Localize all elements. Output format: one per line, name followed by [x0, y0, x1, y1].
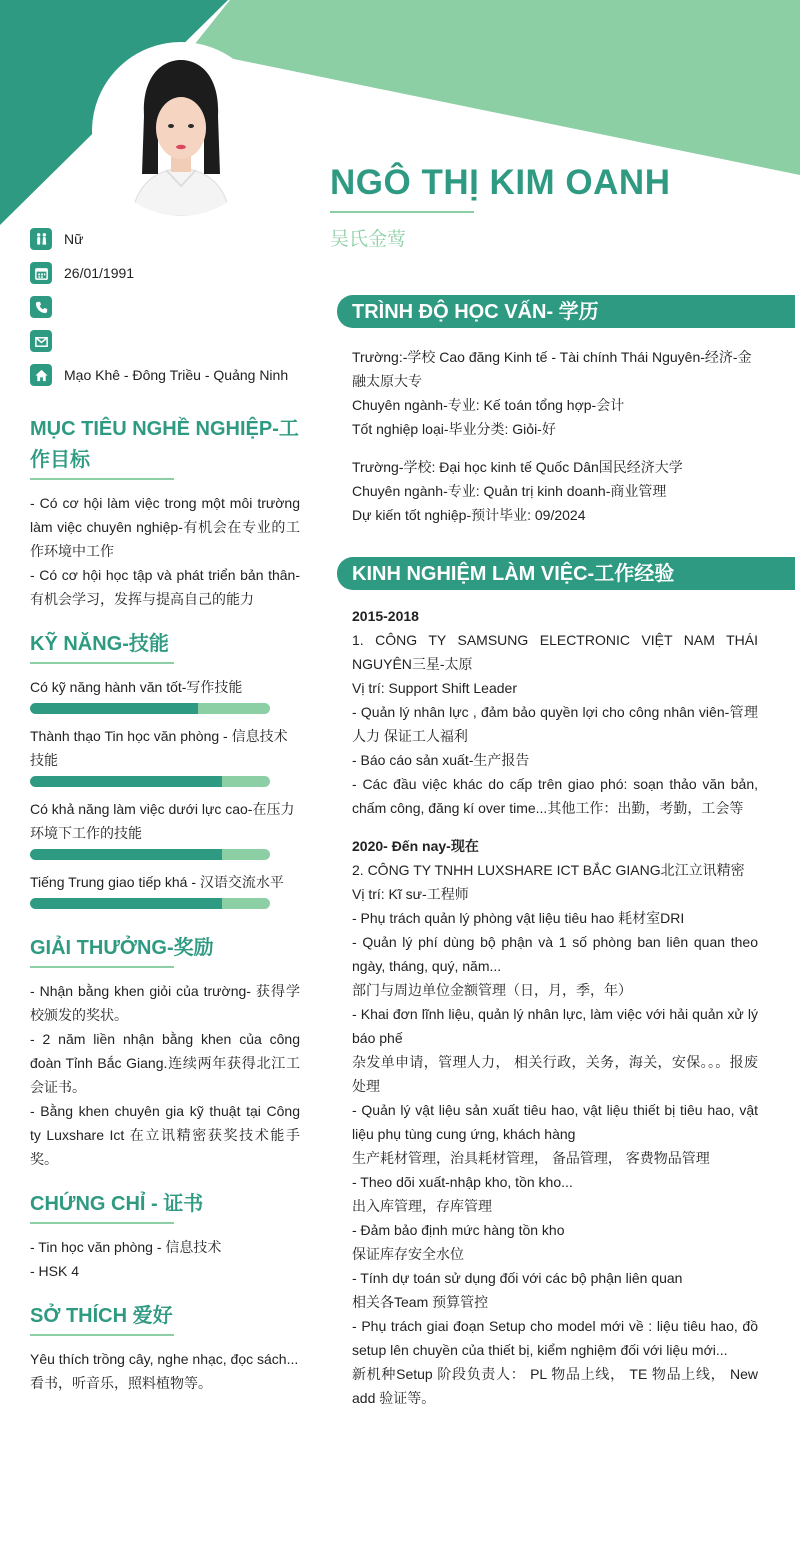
- job-line: 生产耗材管理，治具耗材管理， 备品管理， 客费物品管理: [352, 1150, 710, 1166]
- section-title-skills: KỸ NĂNG-技能: [30, 633, 169, 655]
- job-entry: [352, 604, 758, 820]
- skill-level-fill: [30, 898, 222, 909]
- job-line: 杂发单申请，管理人力， 相关行政，关务，海关，安保。。。报废处理: [352, 1054, 758, 1094]
- skill-level-bar: [30, 849, 270, 860]
- skill-label: Tiếng Trung giao tiếp khá - 汉语交流水平: [30, 874, 284, 890]
- job-line: 相关各Team 预算管控: [352, 1294, 489, 1310]
- section-title-experience: KINH NGHIỆM LÀM VIỆC-工作经验: [337, 557, 795, 590]
- certificates-section: [30, 1189, 300, 1283]
- job-line: 出入库管理，存库管理: [352, 1198, 492, 1214]
- skill-level-bar: [30, 898, 270, 909]
- home-icon: [30, 364, 52, 386]
- gender-icon: [30, 228, 52, 250]
- skill-level-fill: [30, 849, 222, 860]
- profile-photo: [92, 42, 270, 220]
- job-line: - Quản lý phí dùng bộ phận và 1 số phòng ban liên quan theo ngày, tháng, quý, năm...: [352, 934, 758, 974]
- skill-item: [30, 797, 300, 860]
- skill-level-fill: [30, 703, 198, 714]
- job-line: - Theo dõi xuất-nhập kho, tồn kho...: [352, 1174, 573, 1190]
- awards-section: [30, 933, 300, 1171]
- skill-label: Có kỹ năng hành văn tốt-写作技能: [30, 679, 243, 695]
- job-period: 2020- Đến nay-现在: [352, 838, 479, 854]
- skills-underline: [30, 662, 174, 664]
- contact-birthdate: [30, 256, 300, 290]
- skill-level-bar: [30, 776, 270, 787]
- birthdate-text: 26/01/1991: [64, 265, 135, 281]
- job-line: - Tính dự toán sử dụng đối với các bộ phận liên quan: [352, 1270, 683, 1286]
- job-entry: [352, 834, 758, 1410]
- skill-label: Thành thạo Tin học văn phòng - 信息技术技能: [30, 728, 288, 768]
- contact-phone: [30, 290, 300, 324]
- section-title-certificates: CHỨNG CHỈ - 证书: [30, 1193, 204, 1215]
- job-line: Vị trí: Kĩ sư-工程师: [352, 886, 469, 902]
- phone-icon: [30, 296, 52, 318]
- education-entry: [352, 455, 758, 527]
- skill-item: [30, 724, 300, 787]
- calendar-icon: [30, 262, 52, 284]
- job-line: 2. CÔNG TY TNHH LUXSHARE ICT BẮC GIANG北江立讯精密: [352, 862, 745, 878]
- award-line: - 2 năm liền nhận bằng khen của công đoàn Tỉnh Bắc Giang.连续两年获得北江工会证书。: [30, 1031, 300, 1095]
- education-section: [337, 295, 795, 527]
- contact-email: [30, 324, 300, 358]
- hobby-line: Yêu thích trồng cây, nghe nhạc, đọc sách...: [30, 1351, 299, 1367]
- skill-label: Có khả năng làm việc dưới lực cao-在压力环境下工作的技能: [30, 801, 295, 841]
- education-line: Chuyên ngành-专业: Kế toán tổng hợp-会计: [352, 397, 625, 413]
- section-title-awards: GIẢI THƯỞNG-奖励: [30, 937, 214, 959]
- certificate-line: - HSK 4: [30, 1263, 80, 1279]
- contact-info: [30, 222, 300, 392]
- awards-underline: [30, 966, 174, 968]
- skill-item: [30, 870, 300, 909]
- candidate-name: NGÔ THỊ KIM OANH: [330, 163, 671, 202]
- job-line: Vị trí: Support Shift Leader: [352, 680, 517, 696]
- job-line: 新机种Setup 阶段负责人： PL 物品上线， TE 物品上线， New add 验证等。: [352, 1366, 758, 1406]
- contact-gender: [30, 222, 300, 256]
- skill-item: [30, 675, 300, 714]
- job-line: - Phụ trách quản lý phòng vật liệu tiêu hao 耗材室DRI: [352, 910, 685, 926]
- section-title-education: TRÌNH ĐỘ HỌC VẤN- 学历: [337, 295, 795, 328]
- skill-level-fill: [30, 776, 222, 787]
- experience-section: [337, 557, 795, 1410]
- light-green-band: [190, 0, 800, 175]
- education-line: Trường-学校: Đại học kinh tế Quốc Dân国民经济大学: [352, 459, 683, 475]
- education-line: Chuyên ngành-专业: Quản trị kinh doanh-商业管理: [352, 483, 667, 499]
- job-line: 1. CÔNG TY SAMSUNG ELECTRONIC VIỆT NAM THÁI NGUYÊN三星-太原: [352, 632, 758, 672]
- job-line: - Quản lý vật liệu sản xuất tiêu hao, vật liệu thiết bị tiêu hao, vật liệu phụ tùng cung ứng, khách hàng: [352, 1102, 758, 1142]
- candidate-chinese-name: 吴氏金莺: [330, 229, 407, 250]
- education-line: Trường:-学校 Cao đăng Kinh tế - Tài chính Thái Nguyên-经济-金融太原大专: [352, 349, 752, 389]
- objective-line: - Có cơ hội làm việc trong một môi trường làm việc chuyên nghiệp-有机会在专业的工作环境中工作: [30, 495, 300, 559]
- job-line: - Các đầu việc khác do cấp trên giao phó: soạn thảo văn bản, chấm công, đăng kí over time...其他工作：出勤，考勤，工会等: [352, 776, 758, 816]
- hobby-line: 看书，听音乐，照料植物等。: [30, 1375, 212, 1391]
- job-line: - Đảm bảo định mức hàng tồn kho: [352, 1222, 565, 1238]
- education-line: Tốt nghiệp loại-毕业分类: Giỏi-好: [352, 421, 556, 437]
- education-entry: [352, 345, 758, 441]
- objective-section: [30, 414, 300, 611]
- job-line: - Báo cáo sản xuất-生产报告: [352, 752, 530, 768]
- right-column: [337, 295, 795, 1410]
- certificates-underline: [30, 1222, 174, 1224]
- left-column: [30, 222, 300, 1395]
- education-line: Dự kiến tốt nghiệp-预计毕业: 09/2024: [352, 507, 586, 523]
- hobbies-underline: [30, 1334, 174, 1336]
- award-line: - Bằng khen chuyên gia kỹ thuật tại Công ty Luxshare Ict 在立讯精密获奖技术能手奖。: [30, 1103, 300, 1167]
- award-line: - Nhận bằng khen giỏi của trường- 获得学校颁发的奖状。: [30, 983, 300, 1023]
- objective-line: - Có cơ hội học tập và phát triển bản thân-有机会学习，发挥与提高自己的能力: [30, 567, 300, 607]
- skill-level-bar: [30, 703, 270, 714]
- job-period: 2015-2018: [352, 608, 419, 624]
- address-text: Mạo Khê - Đông Triều - Quảng Ninh: [64, 367, 289, 383]
- section-title-objective: MỤC TIÊU NGHỀ NGHIỆP-工作目标: [30, 418, 299, 471]
- hobbies-section: [30, 1301, 300, 1395]
- job-line: 保证库存安全水位: [352, 1246, 464, 1262]
- job-line: - Quản lý nhân lực , đảm bảo quyền lợi cho công nhân viên-管理人力 保证工人福利: [352, 704, 758, 744]
- skills-section: [30, 629, 300, 909]
- job-line: 部门与周边单位金额管理（日，月，季，年）: [352, 982, 632, 998]
- email-icon: [30, 330, 52, 352]
- objective-underline: [30, 478, 174, 480]
- contact-address: [30, 358, 300, 392]
- job-line: - Khai đơn lĩnh liệu, quản lý nhân lực, làm việc với hải quản xử lý báo phế: [352, 1006, 758, 1046]
- job-line: - Phụ trách giai đoạn Setup cho model mới về : liệu tiêu hao, đồ setup lên chuyền của thiết bị, kiểm nghiệm đối với liệu mới...: [352, 1318, 758, 1358]
- section-title-hobbies: SỞ THÍCH 爱好: [30, 1305, 173, 1327]
- gender-text: Nữ: [64, 231, 84, 247]
- name-underline: [330, 211, 474, 213]
- certificate-line: - Tin học văn phòng - 信息技术: [30, 1239, 222, 1255]
